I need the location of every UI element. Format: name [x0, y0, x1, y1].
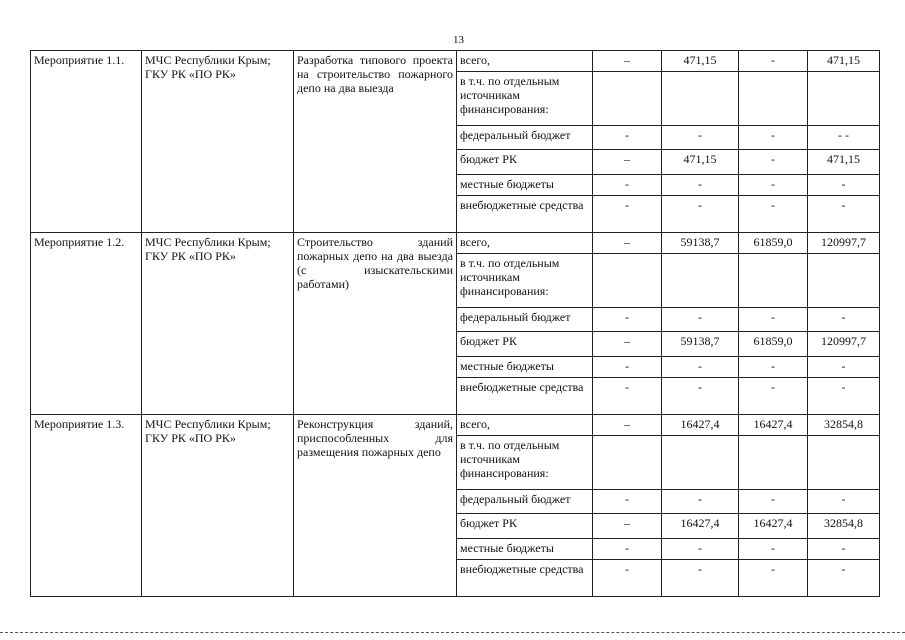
funding-source: всего,: [457, 51, 593, 72]
amount-cell: -: [593, 357, 662, 378]
amount-cell: 16427,4: [662, 514, 739, 539]
amount-cell: [808, 254, 880, 308]
funding-source: бюджет РК: [457, 514, 593, 539]
amount-cell: [808, 436, 880, 490]
amount-cell: -: [593, 196, 662, 233]
funding-source: федеральный бюджет: [457, 308, 593, 332]
funding-source: бюджет РК: [457, 332, 593, 357]
event-executor: МЧС Республики Крым; ГКУ РК «ПО РК»: [142, 51, 294, 233]
amount-cell: -: [739, 175, 808, 196]
amount-cell: 471,15: [662, 51, 739, 72]
amount-cell: -: [808, 357, 880, 378]
funding-source: внебюджетные средства: [457, 378, 593, 415]
event-name: Мероприятие 1.3.: [31, 415, 142, 597]
amount-cell: 471,15: [808, 150, 880, 175]
amount-cell: -: [593, 175, 662, 196]
amount-cell: -: [808, 308, 880, 332]
amount-cell: -: [739, 196, 808, 233]
funding-source: федеральный бюджет: [457, 490, 593, 514]
amount-cell: –: [593, 332, 662, 357]
funding-source: в т.ч. по отдельным источникам финансирования:: [457, 72, 593, 126]
amount-cell: -: [593, 490, 662, 514]
event-executor: МЧС Республики Крым; ГКУ РК «ПО РК»: [142, 415, 294, 597]
event-name: Мероприятие 1.1.: [31, 51, 142, 233]
funding-source: в т.ч. по отдельным источникам финансирования:: [457, 436, 593, 490]
amount-cell: -: [808, 490, 880, 514]
amount-cell: 120997,7: [808, 332, 880, 357]
amount-cell: 120997,7: [808, 233, 880, 254]
funding-source: всего,: [457, 415, 593, 436]
amount-cell: –: [593, 150, 662, 175]
amount-cell: -: [739, 51, 808, 72]
funding-source: внебюджетные средства: [457, 560, 593, 597]
event-description: Разработка типового проекта на строительство пожарного депо на два выезда: [294, 51, 457, 233]
amount-cell: -: [662, 308, 739, 332]
amount-cell: 16427,4: [739, 514, 808, 539]
funding-source: федеральный бюджет: [457, 126, 593, 150]
amount-cell: 32854,8: [808, 415, 880, 436]
amount-cell: -: [739, 560, 808, 597]
amount-cell: –: [593, 415, 662, 436]
amount-cell: -: [662, 175, 739, 196]
amount-cell: -: [593, 539, 662, 560]
funding-source: местные бюджеты: [457, 357, 593, 378]
amount-cell: 32854,8: [808, 514, 880, 539]
event-description: Строительство зданий пожарных депо на два выезда (с изыскательскими работами): [294, 233, 457, 415]
amount-cell: [662, 254, 739, 308]
amount-cell: [593, 72, 662, 126]
table-row: [31, 51, 880, 72]
amount-cell: -: [739, 539, 808, 560]
amount-cell: -: [662, 126, 739, 150]
amount-cell: [739, 436, 808, 490]
amount-cell: - -: [808, 126, 880, 150]
amount-cell: –: [593, 514, 662, 539]
amount-cell: [662, 436, 739, 490]
amount-cell: -: [593, 378, 662, 415]
amount-cell: -: [808, 378, 880, 415]
amount-cell: 59138,7: [662, 233, 739, 254]
amount-cell: -: [593, 560, 662, 597]
page-number: 13: [453, 34, 464, 46]
amount-cell: -: [808, 560, 880, 597]
funding-source: внебюджетные средства: [457, 196, 593, 233]
amount-cell: -: [662, 560, 739, 597]
amount-cell: [593, 436, 662, 490]
amount-cell: -: [662, 539, 739, 560]
funding-source: всего,: [457, 233, 593, 254]
funding-source: местные бюджеты: [457, 175, 593, 196]
amount-cell: [739, 72, 808, 126]
amount-cell: 471,15: [662, 150, 739, 175]
funding-table: [30, 50, 880, 597]
amount-cell: -: [739, 378, 808, 415]
amount-cell: -: [808, 539, 880, 560]
page-bottom-edge: [0, 632, 905, 633]
amount-cell: 59138,7: [662, 332, 739, 357]
amount-cell: -: [739, 308, 808, 332]
amount-cell: –: [593, 51, 662, 72]
funding-source: в т.ч. по отдельным источникам финансирования:: [457, 254, 593, 308]
amount-cell: 471,15: [808, 51, 880, 72]
amount-cell: -: [739, 150, 808, 175]
funding-source: бюджет РК: [457, 150, 593, 175]
event-description: Реконструкция зданий, приспособленных для размещения пожарных депо: [294, 415, 457, 597]
amount-cell: -: [739, 126, 808, 150]
amount-cell: [593, 254, 662, 308]
amount-cell: -: [662, 357, 739, 378]
amount-cell: -: [593, 308, 662, 332]
table-row: [31, 233, 880, 254]
amount-cell: -: [662, 378, 739, 415]
event-name: Мероприятие 1.2.: [31, 233, 142, 415]
amount-cell: -: [662, 196, 739, 233]
amount-cell: 61859,0: [739, 233, 808, 254]
amount-cell: 61859,0: [739, 332, 808, 357]
amount-cell: -: [662, 490, 739, 514]
amount-cell: -: [593, 126, 662, 150]
amount-cell: 16427,4: [662, 415, 739, 436]
amount-cell: 16427,4: [739, 415, 808, 436]
amount-cell: -: [739, 490, 808, 514]
amount-cell: [808, 72, 880, 126]
event-executor: МЧС Республики Крым; ГКУ РК «ПО РК»: [142, 233, 294, 415]
funding-source: местные бюджеты: [457, 539, 593, 560]
amount-cell: -: [808, 196, 880, 233]
amount-cell: -: [808, 175, 880, 196]
amount-cell: -: [739, 357, 808, 378]
amount-cell: –: [593, 233, 662, 254]
amount-cell: [662, 72, 739, 126]
table-row: [31, 415, 880, 436]
amount-cell: [739, 254, 808, 308]
